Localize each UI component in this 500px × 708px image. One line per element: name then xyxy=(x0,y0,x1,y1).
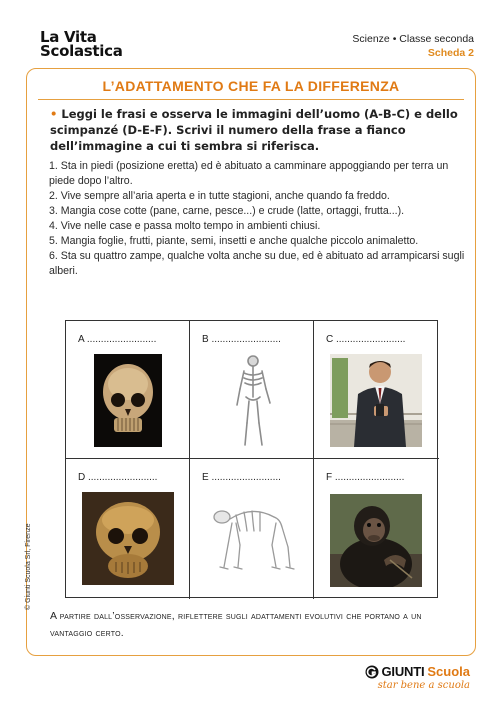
copyright-notice: © Giunti Scuola Srl, Firenze xyxy=(25,523,32,610)
label-e: E ......................... xyxy=(202,472,281,483)
brand-name-part1: GIUNTI xyxy=(381,664,425,679)
instructions-text: Leggi le frasi e osserva le immagini dell’uomo (A-B-C) e dello scimpanzé (D-E-F). Scrivi il numero della frase a fianco dell’immagine a cui ti sembra si riferisca. xyxy=(50,107,458,153)
grid-cell-a xyxy=(66,321,190,459)
businessman-photo xyxy=(330,354,422,447)
instructions xyxy=(50,106,460,154)
label-a: A ......................... xyxy=(78,334,157,345)
subject-header xyxy=(352,32,474,60)
chimpanzee-skull-image xyxy=(82,492,174,585)
subject-label: Scienze • Classe seconda xyxy=(352,33,474,45)
bullet-icon: • xyxy=(50,107,58,121)
sentence-6: 6. Sta su quattro zampe, qualche volta anche su due, ed è abituato ad arrampicarsi sugli alberi. xyxy=(49,250,465,277)
grid-cell-f xyxy=(314,459,439,599)
human-skeleton-image xyxy=(228,353,278,449)
sentence-3: 3. Mangia cose cotte (pane, carne, pesce...) e crude (latte, ortaggi, frutta...). xyxy=(49,205,405,217)
logo-line-1: La Vita xyxy=(40,28,97,46)
publisher-brand xyxy=(365,664,470,691)
image-grid xyxy=(65,320,438,598)
label-d: D ......................... xyxy=(78,472,158,483)
sentence-1: 1. Sta in piedi (posizione eretta) ed è abituato a camminare appoggiando per terra un piede dopo l’altro. xyxy=(49,160,449,187)
grid-cell-e xyxy=(190,459,314,599)
chimpanzee-skeleton-image xyxy=(210,501,296,575)
brand-name-part2: Scuola xyxy=(427,664,470,679)
label-c: C ......................... xyxy=(326,334,406,345)
sheet-label: Scheda 2 xyxy=(427,47,474,59)
grid-cell-c xyxy=(314,321,439,459)
sentence-5: 5. Mangia foglie, frutti, piante, semi, insetti e anche qualche piccolo animaletto. xyxy=(49,235,419,247)
sentence-2: 2. Vive sempre all’aria aperta e in tutte stagioni, anche quando fa freddo. xyxy=(49,190,390,202)
grid-cell-d xyxy=(66,459,190,599)
sentence-4: 4. Vive nelle case e passa molto tempo in ambienti chiusi. xyxy=(49,220,321,232)
grid-cell-b xyxy=(190,321,314,459)
brand-tagline: star bene a scuola xyxy=(377,680,470,691)
magazine-logo xyxy=(40,30,123,58)
human-skull-image xyxy=(94,354,162,447)
logo-line-2: Scolastica xyxy=(40,42,123,60)
chimpanzee-photo xyxy=(330,494,422,587)
sentence-list xyxy=(49,159,469,279)
label-b: B ......................... xyxy=(202,334,281,345)
label-f: F ......................... xyxy=(326,472,405,483)
conclusion-text: A partire dall’osservazione, riflettere sugli adattamenti evolutivi che portano a un vantaggio certo. xyxy=(50,610,422,639)
worksheet-title: L’ADATTAMENTO CHE FA LA DIFFERENZA xyxy=(38,78,464,100)
giunti-logo-icon xyxy=(365,665,379,679)
